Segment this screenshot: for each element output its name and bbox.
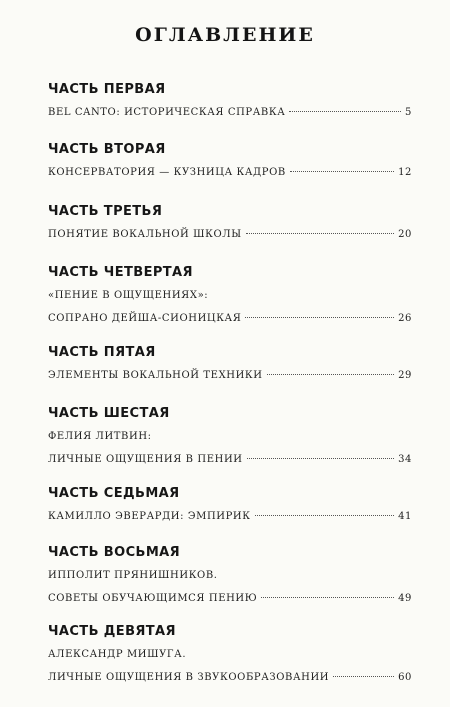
toc-entry-vocal-school[interactable] xyxy=(48,229,412,241)
part-heading: ЧАСТЬ ШЕСТАЯ xyxy=(48,406,170,421)
page-number: 29 xyxy=(398,370,412,381)
dot-leader xyxy=(255,515,394,516)
dot-leader xyxy=(261,597,394,598)
toc-entry-sound-formation[interactable] xyxy=(48,672,412,684)
part-heading: ЧАСТЬ ПЯТАЯ xyxy=(48,345,156,360)
page-title: ОГЛАВЛЕНИЕ xyxy=(135,24,315,46)
part-heading: ЧАСТЬ ДЕВЯТАЯ xyxy=(48,624,176,639)
page-number: 60 xyxy=(398,672,412,683)
entry-title: BEL CANTO: ИСТОРИЧЕСКАЯ СПРАВКА xyxy=(48,107,286,118)
part-heading: ЧАСТЬ ВОСЬМАЯ xyxy=(48,545,181,560)
toc-entry-personal-sensations[interactable] xyxy=(48,454,412,466)
entry-title: СОВЕТЫ ОБУЧАЮЩИМСЯ ПЕНИЮ xyxy=(48,593,258,604)
toc-part-4 xyxy=(48,265,412,325)
toc-part-6 xyxy=(48,406,412,466)
entry-title: ПОНЯТИЕ ВОКАЛЬНОЙ ШКОЛЫ xyxy=(48,229,242,240)
page-number: 12 xyxy=(398,167,412,178)
toc-part-1 xyxy=(48,82,412,119)
toc-part-9 xyxy=(48,624,412,684)
toc-entry-vocal-technique[interactable] xyxy=(48,370,412,382)
part-heading: ЧАСТЬ ВТОРАЯ xyxy=(48,142,166,157)
toc-part-3 xyxy=(48,204,412,241)
toc-part-5 xyxy=(48,345,412,382)
dot-leader xyxy=(290,171,394,172)
dot-leader xyxy=(289,111,401,112)
page-number: 34 xyxy=(398,454,412,465)
entry-title: СОПРАНО ДЕЙША-СИОНИЦКАЯ xyxy=(48,313,242,324)
entry-title: ФЕЛИЯ ЛИТВИН: xyxy=(48,431,152,442)
page-number: 41 xyxy=(398,511,412,522)
entry-title: КОНСЕРВАТОРИЯ — КУЗНИЦА КАДРОВ xyxy=(48,167,286,178)
entry-title: АЛЕКСАНДР МИШУГА. xyxy=(48,649,187,660)
toc-entry-felia-litvin-line1[interactable] xyxy=(48,431,412,443)
part-heading: ЧАСТЬ СЕДЬМАЯ xyxy=(48,486,180,501)
toc-entry-everardi[interactable] xyxy=(48,511,412,523)
dot-leader xyxy=(245,317,394,318)
entry-title: ЭЛЕМЕНТЫ ВОКАЛЬНОЙ ТЕХНИКИ xyxy=(48,370,263,381)
toc-entry-pryanishnikov-line1[interactable] xyxy=(48,570,412,582)
page-number: 26 xyxy=(398,313,412,324)
toc-part-7 xyxy=(48,486,412,523)
entry-title: ЛИЧНЫЕ ОЩУЩЕНИЯ В ПЕНИИ xyxy=(48,454,243,465)
part-heading: ЧАСТЬ ЧЕТВЕРТАЯ xyxy=(48,265,193,280)
dot-leader xyxy=(246,233,394,234)
toc-entry-deisha-sionitskaya[interactable] xyxy=(48,313,412,325)
dot-leader xyxy=(247,458,394,459)
part-heading: ЧАСТЬ ПЕРВАЯ xyxy=(48,82,166,97)
page-number: 20 xyxy=(398,229,412,240)
dot-leader xyxy=(333,676,394,677)
entry-title: ИППОЛИТ ПРЯНИШНИКОВ. xyxy=(48,570,218,581)
toc-entry-conservatory[interactable] xyxy=(48,167,412,179)
entry-title: «ПЕНИЕ В ОЩУЩЕНИЯХ»: xyxy=(48,290,209,301)
toc-entry-advice-to-students[interactable] xyxy=(48,593,412,605)
entry-title: ЛИЧНЫЕ ОЩУЩЕНИЯ В ЗВУКООБРАЗОВАНИИ xyxy=(48,672,330,683)
toc-part-8 xyxy=(48,545,412,605)
part-heading: ЧАСТЬ ТРЕТЬЯ xyxy=(48,204,163,219)
toc-entry-bel-canto[interactable] xyxy=(48,107,412,119)
entry-title: КАМИЛЛО ЭВЕРАРДИ: ЭМПИРИК xyxy=(48,511,251,522)
toc-entry-mishuga-line1[interactable] xyxy=(48,649,412,661)
toc-part-2 xyxy=(48,142,412,179)
dot-leader xyxy=(267,374,394,375)
page-number: 49 xyxy=(398,593,412,604)
toc-entry-singing-sensations-line1[interactable] xyxy=(48,290,412,302)
page-number: 5 xyxy=(405,107,412,118)
